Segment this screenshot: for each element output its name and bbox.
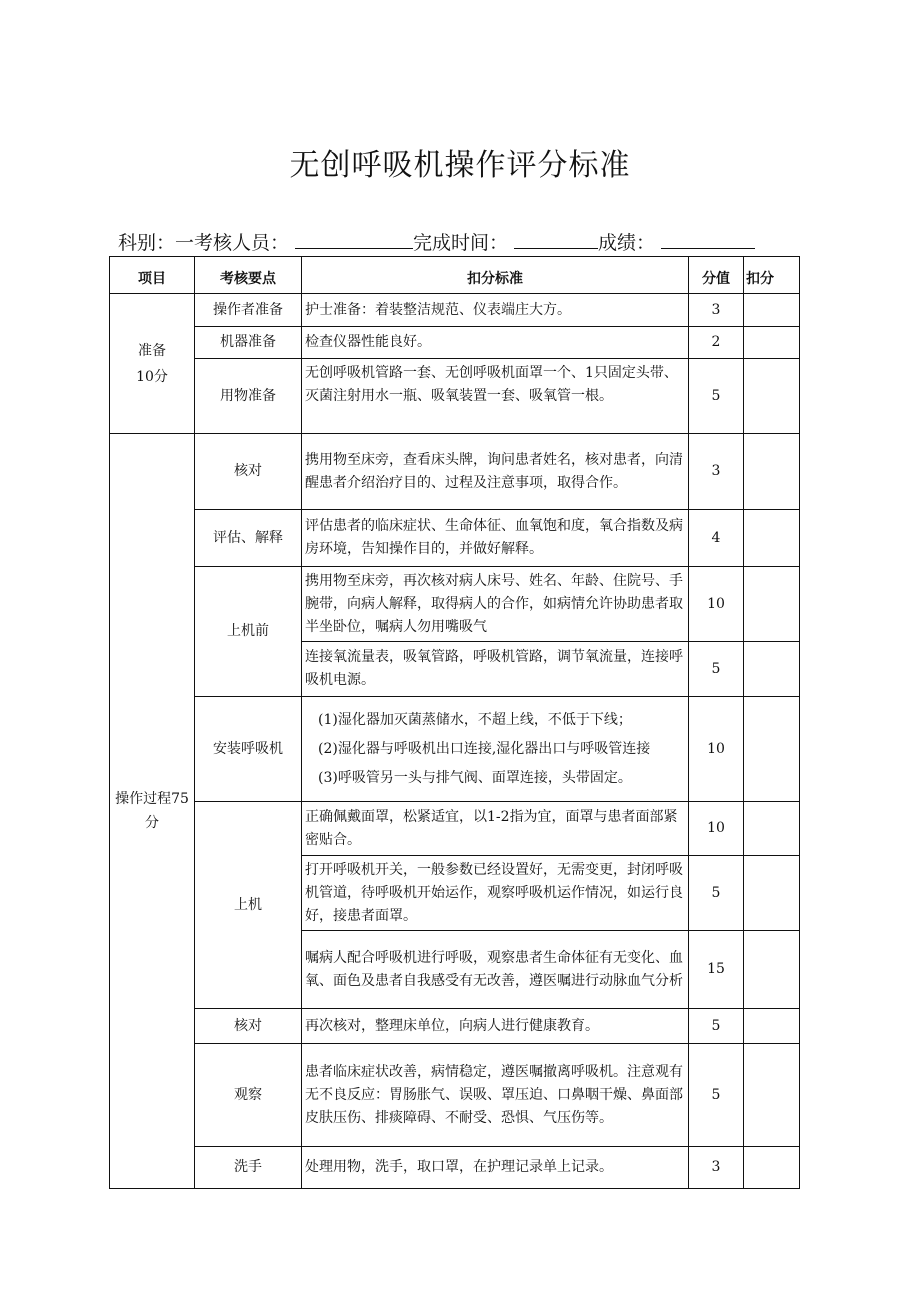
deduct-cell bbox=[744, 294, 800, 327]
section-prep-score: 10分 bbox=[136, 368, 168, 385]
standard-cell: 评估患者的临床症状、生命体征、血氧饱和度，氧合指数及病房环境，告知操作目的，并做好解释。 bbox=[302, 510, 689, 567]
table-row bbox=[110, 802, 800, 856]
table-row bbox=[110, 567, 800, 642]
deduct-cell bbox=[744, 931, 800, 1009]
header-point: 考核要点 bbox=[195, 257, 302, 294]
point-cell: 洗手 bbox=[195, 1147, 302, 1189]
value-cell: 15 bbox=[689, 931, 744, 1009]
standard-cell: 打开呼吸机开关，一般参数已经设置好，无需变更，封闭呼吸机管道，待呼吸机开始运作，观察呼吸机运作情况，如运行良好，接患者面罩。 bbox=[302, 856, 689, 931]
table-row bbox=[110, 510, 800, 567]
examiner-blank bbox=[295, 228, 413, 249]
section-process-score: 分 bbox=[145, 815, 159, 831]
table-row bbox=[110, 697, 800, 802]
deduct-cell bbox=[744, 1147, 800, 1189]
table-row bbox=[110, 1147, 800, 1189]
table-row bbox=[110, 1009, 800, 1044]
standard-line: (1)湿化器加灭菌蒸储水，不超上线，不低于下线； bbox=[318, 711, 632, 728]
point-cell: 用物准备 bbox=[195, 359, 302, 434]
deduct-cell bbox=[744, 359, 800, 434]
scoring-table bbox=[109, 256, 800, 1189]
point-cell: 评估、解释 bbox=[195, 510, 302, 567]
point-cell: 核对 bbox=[195, 1009, 302, 1044]
value-cell: 3 bbox=[689, 294, 744, 327]
header-standard: 扣分标准 bbox=[302, 257, 689, 294]
deduct-cell bbox=[744, 1044, 800, 1147]
value-cell: 5 bbox=[689, 856, 744, 931]
value-cell: 10 bbox=[689, 567, 744, 642]
standard-cell: 患者临床症状改善，病情稳定，遵医嘱撤离呼吸机。注意观有无不良反应：胃肠胀气、误吸、罩压迫、口鼻咽干燥、鼻面部皮肤压伤、排痰障碍、不耐受、恐惧、气压伤等。 bbox=[302, 1044, 689, 1147]
standard-cell: 再次核对，整理床单位，向病人进行健康教育。 bbox=[302, 1009, 689, 1044]
value-cell: 5 bbox=[689, 359, 744, 434]
exam-info-line bbox=[118, 228, 800, 256]
standard-cell: 无创呼吸机管路一套、无创呼吸机面罩一个、1只固定头带、灭菌注射用水一瓶、吸氧装置一套、吸氧管一根。 bbox=[302, 359, 689, 434]
point-cell: 机器准备 bbox=[195, 327, 302, 359]
time-blank bbox=[514, 228, 598, 249]
point-cell: 操作者准备 bbox=[195, 294, 302, 327]
section-process bbox=[110, 434, 195, 1189]
point-cell: 观察 bbox=[195, 1044, 302, 1147]
value-cell: 5 bbox=[689, 642, 744, 697]
deduct-cell bbox=[744, 802, 800, 856]
deduct-cell bbox=[744, 1009, 800, 1044]
dept-examiner-label: 科别：一考核人员： bbox=[118, 232, 290, 254]
point-cell: 上机 bbox=[195, 802, 302, 1009]
header-item: 项目 bbox=[110, 257, 195, 294]
standard-cell: 护士准备：着装整洁规范、仪表端庄大方。 bbox=[302, 294, 689, 327]
score-label: 成绩： bbox=[598, 232, 656, 254]
header-deduct: 扣分 bbox=[744, 257, 800, 294]
deduct-cell bbox=[744, 856, 800, 931]
deduct-cell bbox=[744, 567, 800, 642]
section-prep-name: 准备 bbox=[138, 342, 166, 359]
point-cell: 上机前 bbox=[195, 567, 302, 697]
standard-line: (2)湿化器与呼吸机出口连接,湿化器出口与呼吸管连接 bbox=[318, 740, 651, 757]
value-cell: 5 bbox=[689, 1009, 744, 1044]
time-label: 完成时间： bbox=[413, 232, 509, 254]
table-row bbox=[110, 359, 800, 434]
standard-cell: 携用物至床旁，查看床头牌，询问患者姓名，核对患者，向清醒患者介绍治疗目的、过程及注意事项，取得合作。 bbox=[302, 434, 689, 510]
header-row bbox=[110, 257, 800, 294]
standard-cell: 正确佩戴面罩，松紧适宜，以1-2指为宜，面罩与患者面部紧密贴合。 bbox=[302, 802, 689, 856]
section-prep bbox=[110, 294, 195, 434]
point-cell: 核对 bbox=[195, 434, 302, 510]
section-process-name: 操作过程75 bbox=[115, 791, 189, 807]
standard-cell: 嘱病人配合呼吸机进行呼吸，观察患者生命体征有无变化、血氧、面色及患者自我感受有无改善，遵医嘱进行动脉血气分析 bbox=[302, 931, 689, 1009]
standard-cell: 检查仪器性能良好。 bbox=[302, 327, 689, 359]
deduct-cell bbox=[744, 697, 800, 802]
standard-cell bbox=[302, 697, 689, 802]
score-blank bbox=[661, 228, 755, 249]
deduct-cell bbox=[744, 510, 800, 567]
point-cell: 安装呼吸机 bbox=[195, 697, 302, 802]
standard-cell: 连接氧流量表，吸氧管路，呼吸机管路，调节氧流量，连接呼吸机电源。 bbox=[302, 642, 689, 697]
table-row bbox=[110, 327, 800, 359]
value-cell: 5 bbox=[689, 1044, 744, 1147]
deduct-cell bbox=[744, 642, 800, 697]
value-cell: 4 bbox=[689, 510, 744, 567]
value-cell: 3 bbox=[689, 1147, 744, 1189]
table-row bbox=[110, 1044, 800, 1147]
table-row bbox=[110, 434, 800, 510]
page-title: 无创呼吸机操作评分标准 bbox=[289, 148, 631, 183]
deduct-cell bbox=[744, 327, 800, 359]
table-row bbox=[110, 294, 800, 327]
value-cell: 10 bbox=[689, 802, 744, 856]
standard-cell: 携用物至床旁，再次核对病人床号、姓名、年龄、住院号、手腕带，向病人解释，取得病人的合作，如病情允许协助患者取半坐卧位，嘱病人勿用嘴吸气 bbox=[302, 567, 689, 642]
value-cell: 10 bbox=[689, 697, 744, 802]
value-cell: 3 bbox=[689, 434, 744, 510]
value-cell: 2 bbox=[689, 327, 744, 359]
header-value: 分值 bbox=[689, 257, 744, 294]
deduct-cell bbox=[744, 434, 800, 510]
standard-cell: 处理用物，洗手，取口罩，在护理记录单上记录。 bbox=[302, 1147, 689, 1189]
standard-line: (3)呼吸管另一头与排气阀、面罩连接，头带固定。 bbox=[318, 769, 632, 786]
